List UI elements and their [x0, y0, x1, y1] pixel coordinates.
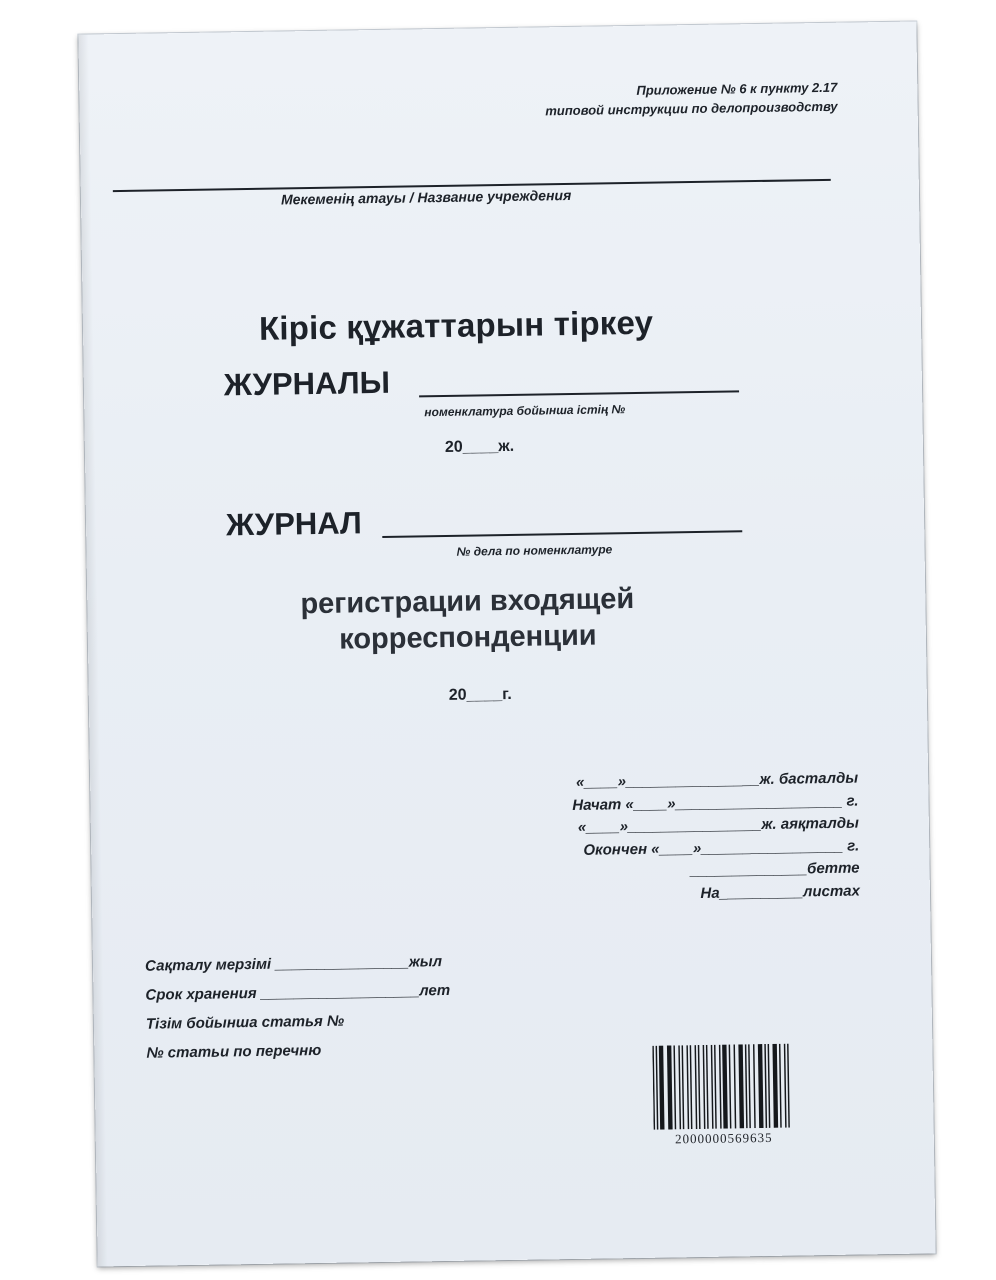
pages-russian: На__________листах — [700, 881, 861, 902]
started-kazakh: «____»________________ж. басталды — [575, 769, 859, 791]
started-russian: Начат «____»____________________ г. — [572, 791, 859, 814]
case-caption-russian: № дела по номенклатуре — [456, 542, 613, 559]
barcode-bar — [772, 1044, 778, 1128]
barcode-bar — [784, 1044, 787, 1128]
barcode-bar — [753, 1044, 756, 1128]
appendix-note — [545, 78, 838, 121]
storage-term-russian: Срок хранения ___________________лет — [145, 981, 451, 1004]
ended-kazakh: «____»________________ж. аяқталды — [577, 814, 859, 836]
pages-kazakh: ______________бетте — [690, 859, 860, 880]
barcode-bar — [673, 1045, 676, 1129]
barcode-bar — [678, 1045, 681, 1129]
title-russian-line-1: регистрации входящей — [300, 582, 635, 621]
barcode-bar — [714, 1045, 717, 1129]
barcode-bar — [698, 1045, 701, 1129]
barcode-bar — [787, 1044, 790, 1128]
storage-block — [145, 947, 452, 1068]
case-number-fill-line-ru — [382, 530, 742, 538]
article-russian: № статьи по перечню — [146, 1041, 322, 1062]
barcode-bar — [652, 1046, 655, 1130]
case-caption-kazakh: номенклатура бойынша істің № — [424, 402, 626, 420]
barcode-bar — [703, 1045, 706, 1129]
journal-cover — [78, 21, 935, 1266]
barcode-digits: 2000000569635 — [674, 1129, 773, 1147]
barcode-bars — [652, 1044, 791, 1130]
ended-russian: Окончен «____»_________________ г. — [583, 836, 860, 859]
barcode-bar — [719, 1045, 722, 1129]
barcode-bar — [758, 1044, 764, 1128]
barcode-bar — [706, 1045, 709, 1129]
year-russian: 20____г. — [448, 685, 512, 704]
article-kazakh: Тізім бойынша статья № — [145, 1012, 345, 1033]
title-russian-line-2: корреспонденции — [338, 619, 597, 656]
case-number-fill-line-kz — [419, 390, 739, 397]
journal-heading-kazakh: ЖУРНАЛЫ — [223, 364, 391, 403]
barcode-bar — [768, 1044, 771, 1128]
barcode-bar — [733, 1044, 736, 1128]
institution-caption: Мекеменің атауы / Название учреждения — [280, 186, 572, 208]
barcode-bar — [764, 1044, 767, 1128]
year-kazakh: 20____ж. — [444, 437, 515, 456]
storage-term-kazakh: Сақталу мерзімі ________________жыл — [144, 953, 443, 975]
barcode-bar — [722, 1045, 728, 1129]
barcode-bar — [779, 1044, 782, 1128]
barcode — [642, 1043, 804, 1153]
barcode-bar — [682, 1045, 685, 1129]
barcode-bar — [686, 1045, 689, 1129]
barcode-bar — [748, 1044, 751, 1128]
title-russian — [247, 580, 688, 659]
barcode-bar — [695, 1045, 698, 1129]
barcode-bar — [729, 1045, 732, 1129]
journal-heading-russian: ЖУРНАЛ — [225, 505, 363, 543]
appendix-line-1: Приложение № 6 к пункту 2.17 — [636, 79, 838, 98]
title-kazakh: Кіріс құжаттарын тіркеу — [258, 303, 654, 347]
barcode-bar — [711, 1045, 714, 1129]
barcode-bar — [738, 1044, 744, 1128]
barcode-bar — [659, 1046, 665, 1130]
date-block — [572, 768, 860, 907]
barcode-bar — [656, 1046, 659, 1130]
barcode-bar — [667, 1045, 673, 1129]
appendix-line-2: типовой инструкции по делопроизводству — [545, 98, 838, 119]
barcode-bar — [745, 1044, 748, 1128]
barcode-bar — [690, 1045, 693, 1129]
